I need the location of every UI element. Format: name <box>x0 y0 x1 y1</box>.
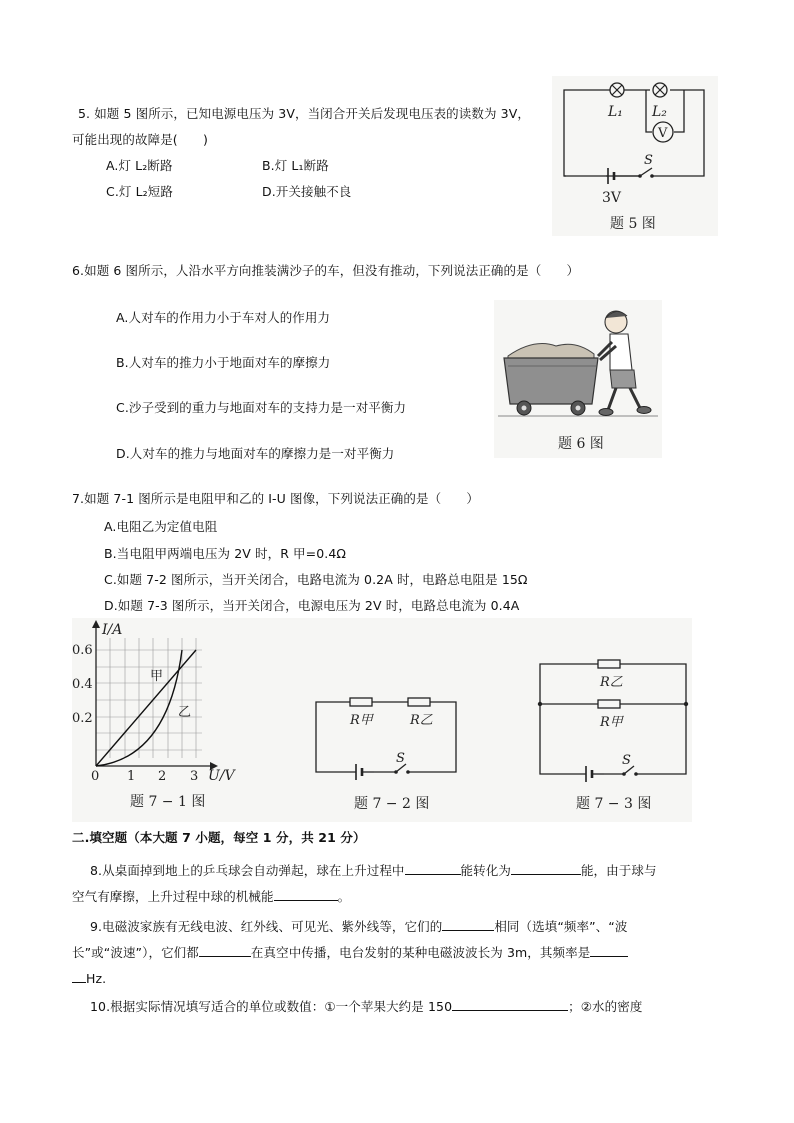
fig7-2-r1-label: R甲 <box>350 713 373 728</box>
x-axis-label: U/V <box>208 768 235 784</box>
q8-blank-2[interactable] <box>511 862 581 875</box>
q7-option-d[interactable]: D.如题 7-3 图所示，当开关闭合，电源电压为 2V 时，电路总电流为 0.4A <box>104 598 520 613</box>
y-tick-0-2: 0.2 <box>72 711 93 726</box>
lamp-l1-icon <box>610 83 624 97</box>
y-tick-0-6: 0.6 <box>72 643 93 658</box>
iu-graph <box>72 620 237 810</box>
section2-title: 二.填空题（本大题 7 小题，每空 1 分，共 21 分） <box>72 830 366 845</box>
q9-line2b: 在真空中传播，电台发射的某种电磁波波长为 3m，其频率是 <box>250 945 591 960</box>
q7-stem: 7.如题 7-1 图所示是电阻甲和乙的 I-U 图像，下列说法正确的是（ ） <box>72 491 479 506</box>
q9-part1: 9.电磁波家族有无线电波、红外线、可见光、紫外线等，它们的 <box>90 919 443 934</box>
q7-option-c[interactable]: C.如题 7-2 图所示，当开关闭合，电路电流为 0.2A 时，电路总电阻是 15Ω <box>104 572 528 587</box>
source-voltage-label: 3V <box>602 190 622 206</box>
q7-figures-svg <box>72 618 692 822</box>
q6-figure <box>494 300 662 458</box>
label-yi: 乙 <box>178 705 192 720</box>
q9-blank-3[interactable] <box>590 944 628 957</box>
q9-part2: 相同（选填“频率”、“波 <box>494 919 628 934</box>
fig7-2-caption: 题 7 − 2 图 <box>354 796 430 812</box>
q9-blank-1[interactable] <box>442 918 494 931</box>
q9-blank-3-cont[interactable] <box>72 970 86 983</box>
x-tick-1: 1 <box>127 769 136 784</box>
q5-stem: 5. 如题 5 图所示，已知电源电压为 3V，当闭合开关后发现电压表的读数为 3V， <box>78 106 530 121</box>
y-tick-0-4: 0.4 <box>72 677 93 692</box>
q6-figure-caption: 题 6 图 <box>558 436 604 452</box>
q10-part1: 10.根据实际情况填写适合的单位或数值：①一个苹果大约是 150 <box>90 999 453 1014</box>
cart-push-illustration <box>494 300 662 458</box>
fig7-2-switch-label: S <box>396 751 405 766</box>
fig7-3-caption: 题 7 − 3 图 <box>576 796 652 812</box>
l1-label: L₁ <box>608 104 623 120</box>
q6-option-c[interactable]: C.沙子受到的重力与地面对车的支持力是一对平衡力 <box>116 400 407 415</box>
q6-option-b[interactable]: B.人对车的推力小于地面对车的摩擦力 <box>116 355 331 370</box>
q5-option-b[interactable]: B.灯 L₁断路 <box>262 158 329 173</box>
q7-option-b[interactable]: B.当电阻甲两端电压为 2V 时，R 甲=0.4Ω <box>104 546 347 561</box>
x-tick-0: 0 <box>91 769 100 784</box>
q5-option-d[interactable]: D.开关接触不良 <box>262 184 352 199</box>
voltmeter-label: V <box>658 126 668 141</box>
fig7-3-switch-label: S <box>622 753 631 768</box>
fig7-3-r1-label: R乙 <box>600 675 623 690</box>
lamp-l2-icon <box>653 83 667 97</box>
l2-label: L₂ <box>652 104 667 120</box>
q9-line2 <box>72 944 628 961</box>
switch-label: S <box>644 153 653 168</box>
q9-line2a: 长”或“波速”），它们都 <box>72 945 199 960</box>
q8-blank-1[interactable] <box>405 862 461 875</box>
x-tick-3: 3 <box>190 769 199 784</box>
q10-blank-1[interactable] <box>452 998 568 1011</box>
fig7-2-r2-label: R乙 <box>410 713 433 728</box>
q8-line2b: 。 <box>337 889 351 904</box>
fig7-3-r2-label: R甲 <box>600 715 623 730</box>
series-circuit <box>316 698 456 780</box>
q7-figures <box>72 618 692 822</box>
fig7-1-caption: 题 7 − 1 图 <box>130 794 206 810</box>
q8-line1 <box>90 862 657 879</box>
label-jia: 甲 <box>150 669 164 684</box>
q10-part2: ；②水的密度 <box>568 999 643 1014</box>
q8-line2 <box>72 888 350 905</box>
q5-figure <box>552 76 718 236</box>
q8-line2a: 空气有摩擦，上升过程中球的机械能 <box>72 889 274 904</box>
q8-part3: 能，由于球与 <box>580 863 657 878</box>
q8-blank-3[interactable] <box>274 888 338 901</box>
q6-option-a[interactable]: A.人对车的作用力小于车对人的作用力 <box>116 310 331 325</box>
q8-part1: 8.从桌面掉到地上的乒乓球会自动弹起，球在上升过程中 <box>90 863 405 878</box>
q8-part2: 能转化为 <box>460 863 511 878</box>
q9-line3-text: Hz. <box>86 971 107 986</box>
q10-line1 <box>90 998 642 1015</box>
q9-line3 <box>72 970 106 987</box>
y-axis-label: I/A <box>102 622 123 638</box>
q5-option-c[interactable]: C.灯 L₂短路 <box>106 184 173 199</box>
q7-option-a[interactable]: A.电阻乙为定值电阻 <box>104 519 218 534</box>
q6-option-d[interactable]: D.人对车的推力与地面对车的摩擦力是一对平衡力 <box>116 446 395 461</box>
x-tick-2: 2 <box>158 769 167 784</box>
q9-blank-2[interactable] <box>199 944 251 957</box>
q5-figure-caption: 题 5 图 <box>610 216 656 232</box>
q5-option-a[interactable]: A.灯 L₂断路 <box>106 158 173 173</box>
q5-stem-line2: 可能出现的故障是( ) <box>72 132 208 147</box>
q9-line1 <box>90 918 627 935</box>
q5-circuit-diagram <box>552 76 718 236</box>
q6-stem: 6.如题 6 图所示，人沿水平方向推装满沙子的车，但没有推动，下列说法正确的是（ ） <box>72 263 580 278</box>
